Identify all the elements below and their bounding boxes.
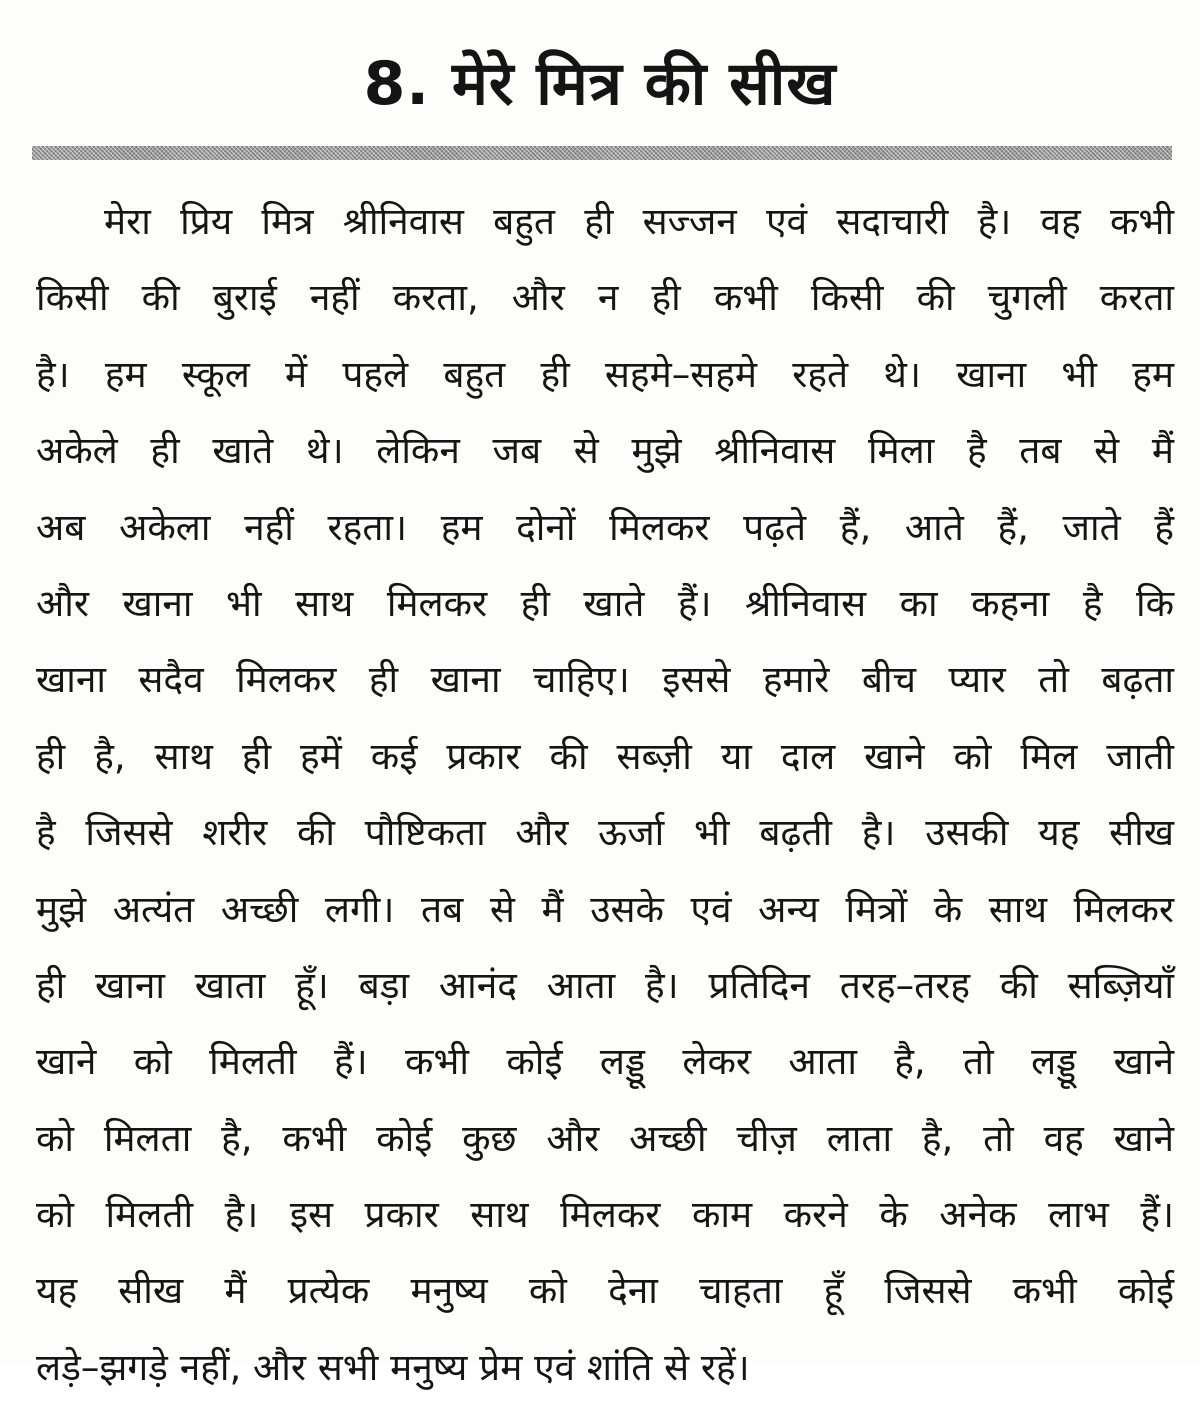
text-line: मुझे अत्यंत अच्छी लगी। तब से मैं उसके एवं अन्य मित्रों के साथ मिलकर (36, 887, 1174, 931)
text-line: यह सीख मैं प्रत्येक मनुष्य को देना चाहता हूँ जिससे कभी कोई (36, 1269, 1174, 1313)
text-line: अब अकेला नहीं रहता। हम दोनों मिलकर पढ़ते हैं, आते हैं, जाते हैं (36, 505, 1174, 549)
text-line: है। हम स्कूल में पहले बहुत ही सहमे–सहमे रहते थे। खाना भी हम (36, 352, 1174, 396)
text-line: है जिससे शरीर की पौष्टिकता और ऊर्जा भी बढ़ती है। उसकी यह सीख (36, 811, 1174, 855)
title-divider (32, 146, 1172, 160)
text-line: किसी की बुराई नहीं करता, और न ही कभी किसी की चुगली करता (36, 276, 1174, 320)
page-title: 8. मेरे मित्र की सीख (363, 49, 837, 119)
essay-paragraph (36, 184, 1174, 1406)
text-line: लड़े–झगड़े नहीं, और सभी मनुष्य प्रेम एवं शांति से रहें। (36, 1345, 750, 1389)
text-line: अकेले ही खाते थे। लेकिन जब से मुझे श्रीनिवास मिला है तब से मैं (36, 429, 1174, 473)
text-line: खाने को मिलती हैं। कभी कोई लड्डू लेकर आता है, तो लड्डू खाने (36, 1040, 1174, 1084)
text-line: को मिलता है, कभी कोई कुछ और अच्छी चीज़ लाता है, तो वह खाने (36, 1116, 1174, 1160)
text-line: ही खाना खाता हूँ। बड़ा आनंद आता है। प्रतिदिन तरह–तरह की सब्ज़ियाँ (36, 963, 1174, 1007)
text-line: ही है, साथ ही हमें कई प्रकार की सब्ज़ी या दाल खाने को मिल जाती (36, 734, 1174, 778)
text-line: को मिलती है। इस प्रकार साथ मिलकर काम करने के अनेक लाभ हैं। (36, 1193, 1174, 1237)
text-line: और खाना भी साथ मिलकर ही खाते हैं। श्रीनिवास का कहना है कि (36, 581, 1174, 625)
text-line: खाना सदैव मिलकर ही खाना चाहिए। इससे हमारे बीच प्यार तो बढ़ता (36, 658, 1174, 702)
text-line: मेरा प्रिय मित्र श्रीनिवास बहुत ही सज्जन एवं सदाचारी है। वह कभी (104, 200, 1174, 243)
